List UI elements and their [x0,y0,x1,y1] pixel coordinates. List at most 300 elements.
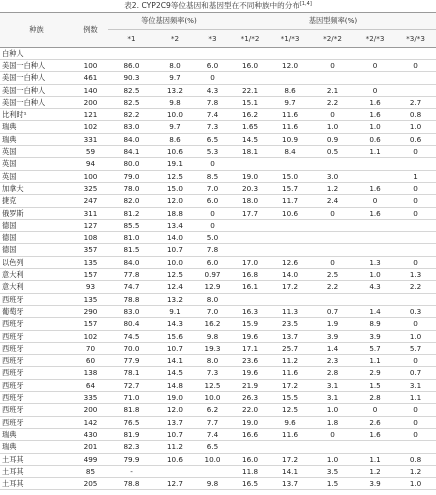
genotype-3-3-cell: 2.2 [395,281,436,293]
genotype-1-3-cell: 17.2 [270,281,310,293]
cases-cell: 93 [73,281,108,293]
genotype-2-3-cell: 1.6 [355,109,395,121]
ethnicity-cell: 西班牙 [0,416,73,428]
table-row [0,305,436,317]
genotype-1-2-cell: 17.7 [230,207,270,219]
allele-2-cell: 9.1 [155,305,195,317]
allele-1-cell: 82.5 [108,84,155,96]
genotype-1-3-cell: 15.7 [270,182,310,194]
genotype-2-3-cell: 3.9 [355,478,395,490]
genotype-2-3-cell: 1.6 [355,96,395,108]
genotype-2-3-cell: 2.6 [355,416,395,428]
allele-3-cell: 9.8 [195,478,230,490]
allele-3-cell: 7.8 [195,244,230,256]
genotype-3-3-cell [395,293,436,305]
genotype-2-2-cell: 0 [310,60,355,72]
genotype-3-3-cell: 0 [395,60,436,72]
genotype-2-2-cell: 0.9 [310,133,355,145]
allele-2-cell: 8.0 [155,60,195,72]
table-row [0,133,436,145]
table-row [0,355,436,367]
allele-3-cell: 8.0 [195,293,230,305]
cases-cell: 325 [73,182,108,194]
allele-3-cell: 0 [195,158,230,170]
table-row [0,416,436,428]
genotype-2-3-cell: 1.2 [355,465,395,477]
cases-cell: 201 [73,441,108,453]
genotype-1-2-cell: 16.6 [230,428,270,440]
genotype-2-3-cell: 0 [355,404,395,416]
allele-3-cell: 6.5 [195,441,230,453]
genotype-2-2-cell [310,72,355,84]
allele-2-cell: 10.7 [155,428,195,440]
genotype-1-2-cell [230,293,270,305]
ethnicity-cell: 德国 [0,219,73,231]
allele-3-cell: 7.3 [195,121,230,133]
genotype-1-2-cell [230,72,270,84]
allele-2-cell: 13.2 [155,84,195,96]
allele-3-cell: 10.0 [195,453,230,465]
genotype-3-3-cell: 0 [395,355,436,367]
genotype-3-3-cell: 0 [395,428,436,440]
allele-1-cell: 76.5 [108,416,155,428]
table-row [0,465,436,477]
genotype-1-3-cell: 11.6 [270,428,310,440]
genotype-3-3-cell: 0 [395,256,436,268]
genotype-1-3-cell [270,293,310,305]
genotype-2-2-cell: 2.2 [310,281,355,293]
allele-2-cell: 13.7 [155,416,195,428]
table-row [0,453,436,465]
cases-cell: 499 [73,453,108,465]
cases-cell: 60 [73,355,108,367]
cases-cell: 85 [73,465,108,477]
table-row [0,318,436,330]
allele-2-cell: 18.8 [155,207,195,219]
genotype-2-3-cell [355,72,395,84]
genotype-3-3-cell [395,219,436,231]
allele-1-cell: 79.0 [108,170,155,182]
table-row [0,392,436,404]
genotype-2-2-cell [310,158,355,170]
header-genotype-2-3: *2/*3 [355,30,395,48]
genotype-1-3-cell [270,232,310,244]
ethnicity-cell: 西班牙 [0,342,73,354]
cases-cell: 142 [73,416,108,428]
header-allele-2: *2 [155,30,195,48]
genotype-2-2-cell: 1.0 [310,404,355,416]
allele-2-cell: 13.4 [155,219,195,231]
table-row [0,244,436,256]
genotype-1-3-cell: 12.6 [270,256,310,268]
genotype-1-3-cell: 8.4 [270,146,310,158]
genotype-2-2-cell: 2.2 [310,96,355,108]
allele-3-cell: 6.5 [195,133,230,145]
genotype-2-3-cell: 1.4 [355,305,395,317]
genotype-2-3-cell: 4.3 [355,281,395,293]
table-row [0,109,436,121]
cases-cell: 121 [73,109,108,121]
table-row [0,330,436,342]
allele-2-cell: 12.5 [155,170,195,182]
genotype-3-3-cell [395,84,436,96]
genotype-1-2-cell [230,244,270,256]
genotype-3-3-cell: 0 [395,404,436,416]
genotype-1-3-cell: 17.2 [270,379,310,391]
cases-cell: 200 [73,404,108,416]
table-row [0,146,436,158]
genotype-2-2-cell: 2.8 [310,367,355,379]
genotype-1-3-cell: 12.5 [270,404,310,416]
genotype-1-3-cell: 15.5 [270,392,310,404]
allele-2-cell: 15.6 [155,330,195,342]
allele-1-cell: 81.5 [108,244,155,256]
genotype-2-3-cell: 2.8 [355,392,395,404]
allele-1-cell: 83.0 [108,305,155,317]
ethnicity-cell: 美国一白种人 [0,84,73,96]
allele-1-cell: 84.0 [108,133,155,145]
genotype-2-3-cell: 1.6 [355,182,395,194]
genotype-1-3-cell: 9.6 [270,416,310,428]
allele-2-cell: 14.8 [155,379,195,391]
allele-2-cell: 14.3 [155,318,195,330]
genotype-2-3-cell [355,441,395,453]
table-row [0,158,436,170]
allele-1-cell: 71.0 [108,392,155,404]
table-row [0,342,436,354]
allele-2-cell: 10.6 [155,453,195,465]
allele-1-cell: 81.8 [108,404,155,416]
table-row [0,232,436,244]
genotype-3-3-cell: 5.7 [395,342,436,354]
allele-3-cell: 0 [195,207,230,219]
table-row [0,478,436,490]
genotype-1-2-cell: 20.3 [230,182,270,194]
genotype-1-3-cell: 11.6 [270,367,310,379]
table-row [0,281,436,293]
cases-cell: 200 [73,96,108,108]
allele-1-cell: 84.1 [108,146,155,158]
header-genotype-2-2: *2/*2 [310,30,355,48]
cases-cell: 357 [73,244,108,256]
genotype-2-2-cell: 1.2 [310,182,355,194]
allele-3-cell: 4.3 [195,84,230,96]
ethnicity-cell: 加拿大 [0,182,73,194]
table-row [0,195,436,207]
genotype-1-2-cell [230,158,270,170]
allele-1-cell: 82.5 [108,96,155,108]
genotype-2-2-cell: 3.1 [310,392,355,404]
genotype-2-2-cell: 3.9 [310,330,355,342]
genotype-1-3-cell: 23.5 [270,318,310,330]
genotype-2-3-cell: 0 [355,195,395,207]
genotype-1-2-cell: 17.1 [230,342,270,354]
genotype-1-2-cell: 11.8 [230,465,270,477]
genotype-3-3-cell: 0 [395,195,436,207]
genotype-1-2-cell: 23.6 [230,355,270,367]
genotype-3-3-cell: 0.7 [395,367,436,379]
genotype-3-3-cell [395,158,436,170]
genotype-2-3-cell: 3.9 [355,330,395,342]
allele-3-cell: 12.5 [195,379,230,391]
header-genotype-frequency: 基因型频率(%) [230,13,436,30]
genotype-2-2-cell: 3.1 [310,379,355,391]
genotype-3-3-cell [395,441,436,453]
genotype-1-2-cell [230,219,270,231]
ethnicity-cell: 瑞典 [0,428,73,440]
genotype-1-3-cell: 14.1 [270,465,310,477]
genotype-1-3-cell: 15.0 [270,170,310,182]
genotype-2-2-cell: 0.5 [310,146,355,158]
genotype-1-2-cell: 22.1 [230,84,270,96]
cases-cell: 100 [73,60,108,72]
reference-superscript: [1,4] [299,1,312,7]
allele-2-cell: 9.7 [155,121,195,133]
header-genotype-1-2: *1/*2 [230,30,270,48]
cases-cell: 205 [73,478,108,490]
section-label: 白种人 [0,48,436,60]
cases-cell: 157 [73,269,108,281]
table-row [0,441,436,453]
genotype-1-2-cell: 16.1 [230,281,270,293]
ethnicity-cell: 西班牙 [0,355,73,367]
allele-1-cell: 84.0 [108,256,155,268]
header-ethnicity: 种族 [0,13,73,48]
header-cases: 例数 [73,13,108,48]
allele-2-cell: 10.0 [155,256,195,268]
table-header [0,13,436,48]
ethnicity-cell: 德国 [0,232,73,244]
genotype-2-3-cell [355,293,395,305]
ethnicity-cell: 美国一白种人 [0,96,73,108]
genotype-1-2-cell: 19.6 [230,367,270,379]
genotype-1-2-cell: 18.0 [230,195,270,207]
header-allele-frequency: 等位基因频率(%) [108,13,230,30]
ethnicity-cell: 土耳其 [0,465,73,477]
allele-3-cell: 12.9 [195,281,230,293]
genotype-1-3-cell: 10.9 [270,133,310,145]
allele-1-cell: 72.7 [108,379,155,391]
ethnicity-cell: 美国一白种人 [0,60,73,72]
ethnicity-cell: 英国 [0,170,73,182]
allele-1-cell: 82.0 [108,195,155,207]
genotype-2-2-cell: 0 [310,109,355,121]
allele-3-cell: 19.3 [195,342,230,354]
allele-3-cell: 7.4 [195,428,230,440]
allele-1-cell: 80.4 [108,318,155,330]
genotype-2-3-cell [355,170,395,182]
header-genotype-3-3: *3/*3 [395,30,436,48]
table-row [0,293,436,305]
genotype-2-3-cell: 1.5 [355,379,395,391]
genotype-2-3-cell [355,244,395,256]
ethnicity-cell: 葡萄牙 [0,305,73,317]
genotype-1-2-cell: 19.6 [230,330,270,342]
allele-2-cell: 10.7 [155,342,195,354]
cases-cell: 138 [73,367,108,379]
allele-3-cell: 6.0 [195,195,230,207]
genotype-3-3-cell: 0.3 [395,305,436,317]
allele-2-cell: 15.0 [155,182,195,194]
allele-3-cell: 9.8 [195,330,230,342]
genotype-3-3-cell: 1 [395,170,436,182]
allele-1-cell: 83.0 [108,121,155,133]
genotype-1-3-cell: 9.7 [270,96,310,108]
genotype-3-3-cell: 0 [395,182,436,194]
allele-3-cell: 7.8 [195,96,230,108]
ethnicity-cell: 土耳其 [0,478,73,490]
allele-1-cell: 82.3 [108,441,155,453]
allele-2-cell: 14.5 [155,367,195,379]
table-row [0,72,436,84]
genotype-1-3-cell: 14.0 [270,269,310,281]
allele-2-cell: 12.0 [155,195,195,207]
genotype-2-2-cell: 1.8 [310,416,355,428]
genotype-2-3-cell: 1.1 [355,355,395,367]
allele-2-cell: 8.6 [155,133,195,145]
genotype-2-2-cell: 1.0 [310,453,355,465]
ethnicity-cell: 西班牙 [0,379,73,391]
allele-3-cell: 0.97 [195,269,230,281]
genotype-2-2-cell: 1.4 [310,342,355,354]
cases-cell: 59 [73,146,108,158]
genotype-2-2-cell [310,293,355,305]
genotype-1-2-cell: 18.1 [230,146,270,158]
ethnicity-cell: 西班牙 [0,330,73,342]
allele-2-cell: 13.2 [155,293,195,305]
cases-cell: 108 [73,232,108,244]
genotype-3-3-cell [395,72,436,84]
genotype-1-3-cell: 13.7 [270,478,310,490]
allele-1-cell: 77.8 [108,269,155,281]
cyp2c9-distribution-table [0,12,436,490]
allele-1-cell: 70.0 [108,342,155,354]
allele-3-cell: 6.2 [195,404,230,416]
table-row [0,367,436,379]
table-row [0,182,436,194]
table-row [0,84,436,96]
cases-cell: 135 [73,256,108,268]
cases-cell: 331 [73,133,108,145]
genotype-2-3-cell: 5.7 [355,342,395,354]
allele-2-cell: 19.0 [155,392,195,404]
genotype-1-3-cell [270,441,310,453]
cases-cell: 461 [73,72,108,84]
genotype-3-3-cell: 0 [395,416,436,428]
table-row [0,404,436,416]
genotype-2-2-cell: 0 [310,428,355,440]
allele-3-cell: 5.0 [195,232,230,244]
allele-2-cell: 10.7 [155,244,195,256]
cases-cell: 70 [73,342,108,354]
allele-2-cell: 10.6 [155,146,195,158]
allele-2-cell: 12.5 [155,269,195,281]
allele-3-cell: 0 [195,219,230,231]
ethnicity-cell: 英国 [0,146,73,158]
cases-cell: 311 [73,207,108,219]
genotype-2-3-cell [355,232,395,244]
genotype-1-2-cell: 21.9 [230,379,270,391]
genotype-2-3-cell: 2.9 [355,367,395,379]
cases-cell: 430 [73,428,108,440]
genotype-3-3-cell [395,232,436,244]
genotype-1-3-cell: 11.7 [270,195,310,207]
genotype-1-3-cell: 12.0 [270,60,310,72]
ethnicity-cell: 瑞典 [0,121,73,133]
genotype-2-2-cell: 1.5 [310,478,355,490]
section-row [0,48,436,60]
allele-1-cell: 78.8 [108,478,155,490]
genotype-2-2-cell: 0 [310,207,355,219]
header-allele-3: *3 [195,30,230,48]
allele-2-cell: 10.0 [155,109,195,121]
cases-cell: 140 [73,84,108,96]
allele-2-cell: 19.1 [155,158,195,170]
ethnicity-cell: 瑞典 [0,133,73,145]
ethnicity-cell: 以色列 [0,256,73,268]
ethnicity-cell: 西班牙 [0,367,73,379]
genotype-2-3-cell: 1.6 [355,207,395,219]
genotype-2-2-cell [310,219,355,231]
section-group [0,48,436,60]
genotype-1-2-cell: 16.2 [230,109,270,121]
allele-1-cell: - [108,465,155,477]
allele-1-cell: 86.0 [108,60,155,72]
ethnicity-cell: 德国 [0,244,73,256]
cases-cell: 100 [73,170,108,182]
genotype-2-3-cell: 1.3 [355,256,395,268]
genotype-1-2-cell: 16.0 [230,453,270,465]
allele-2-cell: 11.2 [155,441,195,453]
table-row [0,269,436,281]
genotype-1-2-cell [230,232,270,244]
genotype-2-3-cell: 1.0 [355,269,395,281]
allele-1-cell: 80.0 [108,158,155,170]
genotype-2-3-cell [355,158,395,170]
table-row [0,170,436,182]
genotype-3-3-cell: 0 [395,146,436,158]
genotype-1-3-cell: 25.7 [270,342,310,354]
genotype-2-2-cell: 0 [310,256,355,268]
genotype-2-2-cell: 1.9 [310,318,355,330]
ethnicity-cell: 西班牙 [0,318,73,330]
genotype-2-2-cell [310,244,355,256]
genotype-1-2-cell: 26.3 [230,392,270,404]
genotype-2-2-cell: 2.1 [310,84,355,96]
genotype-3-3-cell: 1.0 [395,121,436,133]
allele-1-cell: 81.9 [108,428,155,440]
genotype-2-2-cell: 0.7 [310,305,355,317]
header-allele-1: *1 [108,30,155,48]
genotype-3-3-cell: 3.1 [395,379,436,391]
genotype-1-2-cell: 1.65 [230,121,270,133]
genotype-1-2-cell: 22.0 [230,404,270,416]
genotype-3-3-cell: 1.2 [395,465,436,477]
allele-3-cell: 7.7 [195,416,230,428]
allele-3-cell: 5.3 [195,146,230,158]
genotype-2-3-cell [355,219,395,231]
allele-2-cell: 9.7 [155,72,195,84]
ethnicity-cell: 英国 [0,158,73,170]
genotype-2-2-cell [310,441,355,453]
genotype-1-2-cell: 17.0 [230,256,270,268]
genotype-1-2-cell: 16.8 [230,269,270,281]
genotype-1-3-cell: 11.2 [270,355,310,367]
ethnicity-cell: 西班牙 [0,404,73,416]
genotype-3-3-cell: 1.0 [395,330,436,342]
genotype-1-3-cell [270,244,310,256]
genotype-2-3-cell: 0 [355,60,395,72]
